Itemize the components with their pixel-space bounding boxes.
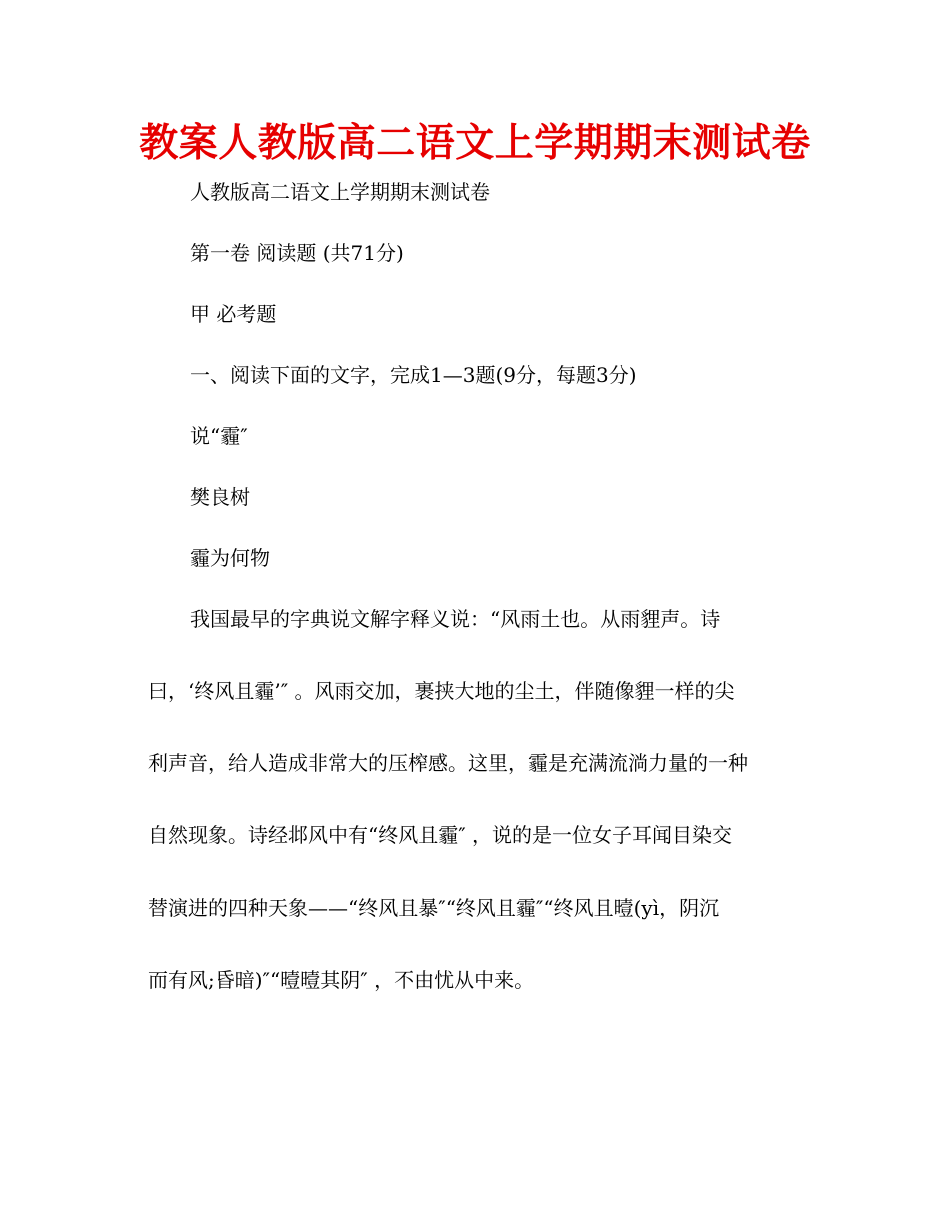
section-heading: 第一卷 阅读题 (共71分) — [190, 241, 404, 265]
paragraph-line: 而有风;昏暗)″“曀曀其阴″ ，不由忧从中来。 — [148, 968, 535, 992]
document-title: 教案人教版高二语文上学期期末测试卷 — [139, 121, 811, 166]
paragraph-line: 我国最早的字典说文解字释义说：“风雨土也。从雨貍声。诗 — [190, 607, 721, 631]
part-heading: 甲 必考题 — [190, 302, 277, 326]
paragraph-line: 利声音，给人造成非常大的压榨感。这里，霾是充满流淌力量的一种 — [148, 751, 748, 775]
subtitle-line: 人教版高二语文上学期期末测试卷 — [190, 180, 490, 204]
paragraph-line: 自然现象。诗经邶风中有“终风且霾″ ，说的是一位女子耳闻目染交 — [148, 823, 733, 847]
article-subheading: 霾为何物 — [190, 546, 270, 570]
paragraph-line: 曰，‘终风且霾’″ 。风雨交加，裹挟大地的尘土，伴随像貍一样的尖 — [148, 679, 735, 703]
paragraph-line: 替演进的四种天象——“终风且暴″“终风且霾″“终风且曀(yì，阴沉 — [148, 896, 720, 920]
question-instruction: 一、阅读下面的文字，完成1—3题(9分，每题3分) — [190, 363, 637, 387]
article-title: 说“霾″ — [190, 424, 248, 448]
article-author: 樊良树 — [190, 485, 250, 509]
